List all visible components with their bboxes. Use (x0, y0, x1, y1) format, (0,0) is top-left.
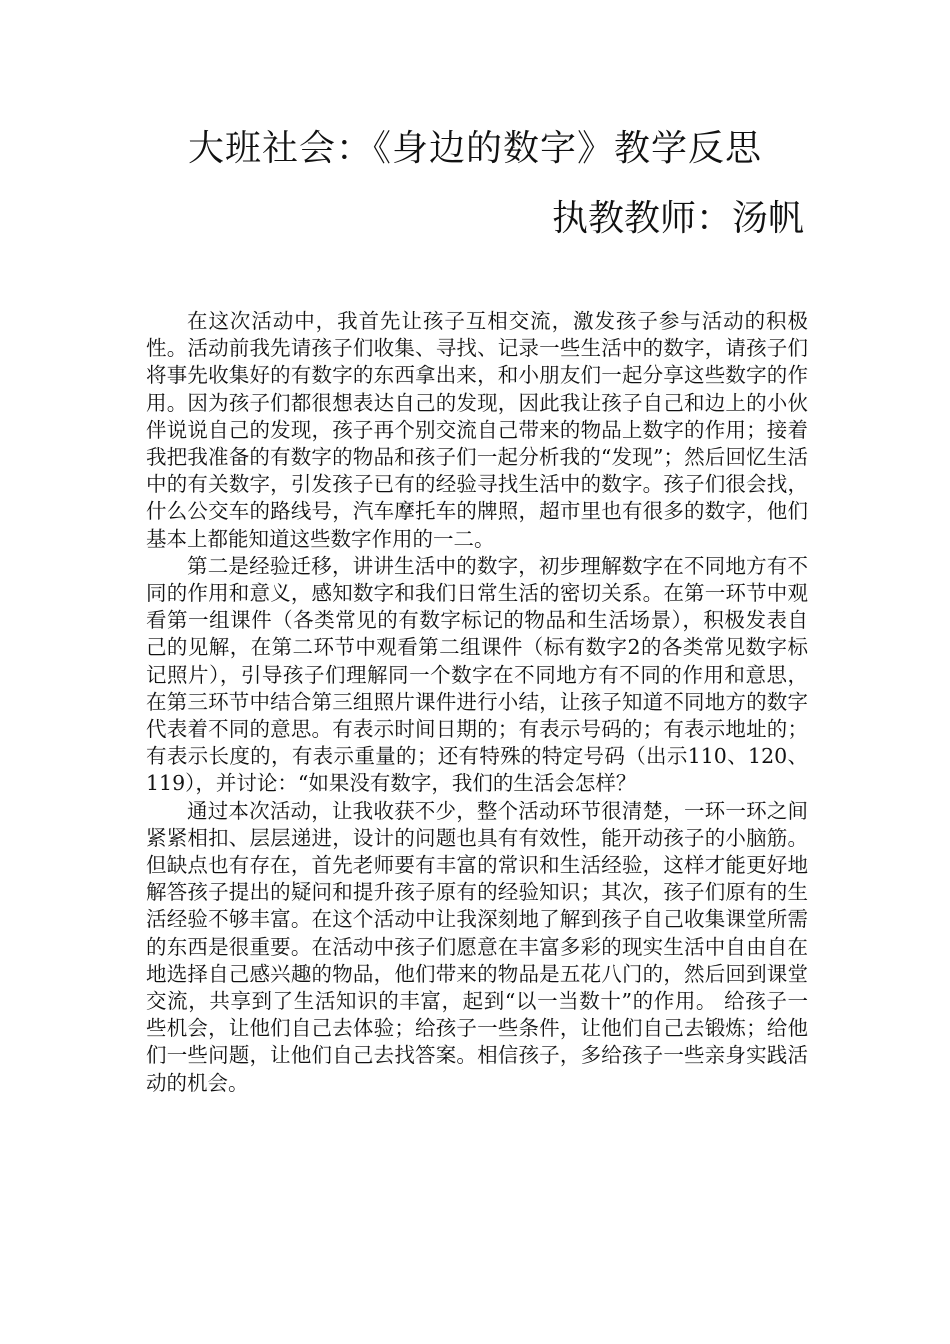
document-title: 大班社会：《身边的数字》教学反思 (187, 128, 762, 169)
paragraph-1: 在这次活动中，我首先让孩子互相交流，激发孩子参与活动的积极性。活动前我先请孩子们收集、寻找、记录一些生活中的数字，请孩子们将事先收集好的有数字的东西拿出来，和小朋友们一起分享这些数字的作用。因为孩子们都很想表达自己的发现，因此我让孩子自己和边上的小伙伴说说自己的发现，孩子再个别交流自己带来的物品上数字的作用；接着我把我准备的有数字的物品和孩子们一起分析我的“发现”；然后回忆生活中的有关数字，引发孩子已有的经验寻找生活中的数字。孩子们很会找，什么公交车的路线号，汽车摩托车的牌照，超市里也有很多的数字，他们基本上都能知道这些数字作用的一二。 (146, 309, 808, 551)
paragraph-2: 第二是经验迁移，讲讲生活中的数字，初步理解数字在不同地方有不同的作用和意义，感知数字和我们日常生活的密切关系。在第一环节中观看第一组课件（各类常见的有数字标记的物品和生活场景），积极发表自己的见解，在第二环节中观看第二组课件（标有数字2的各类常见数字标记照片），引导孩子们理解同一个数字在不同地方有不同的作用和意思，在第三环节中结合第三组照片课件进行小结，让孩子知道不同地方的数字代表着不同的意思。有表示时间日期的；有表示号码的；有表示地址的；有表示长度的，有表示重量的；还有特殊的特定号码（出示110、120、119），并讨论：“如果没有数字，我们的生活会怎样？ (146, 553, 808, 796)
author-line: 执教教师：汤帆 (551, 198, 804, 239)
document-body (146, 308, 808, 1097)
paragraph-3: 通过本次活动，让我收获不少，整个活动环节很清楚，一环一环之间紧紧相扣、层层递进，设计的问题也具有有效性，能开动孩子的小脑筋。但缺点也有存在，首先老师要有丰富的常识和生活经验，这样才能更好地解答孩子提出的疑问和提升孩子原有的经验知识；其次，孩子们原有的生活经验不够丰富。在这个活动中让我深刻地了解到孩子自己收集课堂所需的东西是很重要。在活动中孩子们愿意在丰富多彩的现实生活中自由自在地选择自己感兴趣的物品，他们带来的物品是五花八门的，然后回到课堂交流，共享到了生活知识的丰富，起到“以一当数十”的作用。 给孩子一些机会，让他们自己去体验；给孩子一些条件，让他们自己去锻炼；给他们一些问题，让他们自己去找答案。相信孩子，多给孩子一些亲身实践活动的机会。 (146, 798, 808, 1095)
